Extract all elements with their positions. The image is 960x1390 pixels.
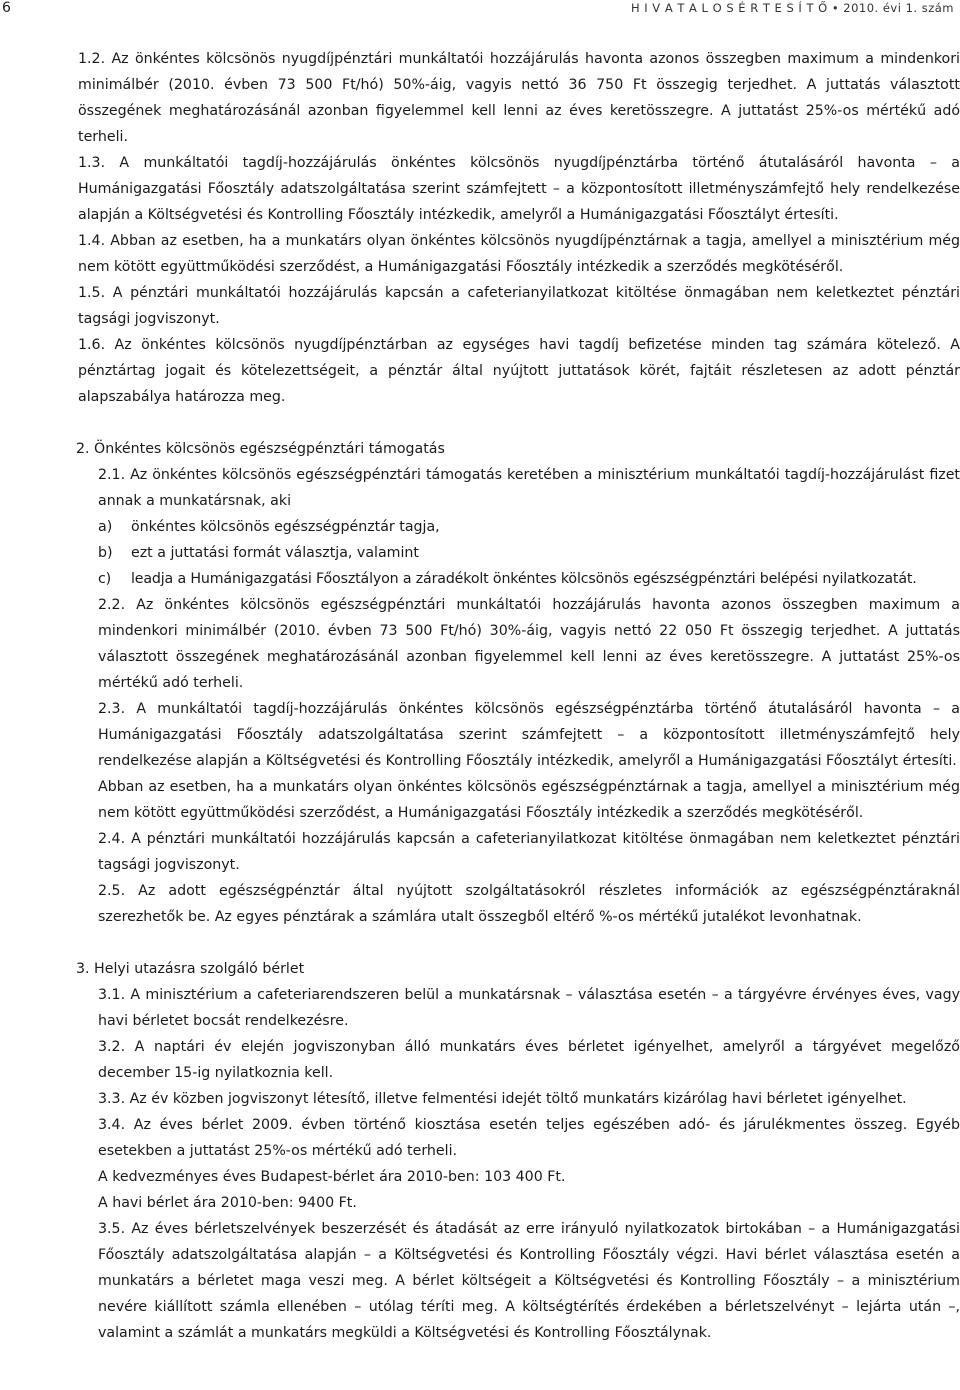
paragraph-3-1: 3.1. A minisztérium a cafeteriarendszeren belül a munkatársnak – választása esetén – a tárgyévre érvényes éves, vagy havi bérletet bocsát rendelkezésre. bbox=[98, 987, 960, 1029]
page-header bbox=[0, 0, 960, 24]
list-text: leadja a Humánigazgatási Főosztályon a záradékolt önkéntes kölcsönös egészségpénztári belépési nyilatkozatát. bbox=[131, 571, 917, 587]
list-text: ezt a juttatási formát választja, valamint bbox=[131, 545, 419, 561]
paragraph-2-3b: Abban az esetben, ha a munkatárs olyan önkéntes kölcsönös egészségpénztárnak a tagja, amellyel a minisztérium még nem kötött együttműködési szerződést, a Humánigazgatási Főosztály intézkedik a szerződés megkötéséről. bbox=[98, 779, 960, 821]
section-3-heading: 3. Helyi utazásra szolgáló bérlet bbox=[76, 961, 305, 977]
paragraph-1-3: 1.3. A munkáltatói tagdíj-hozzájárulás önkéntes kölcsönös nyugdíjpénztárba történő átutalásáról havonta – a Humánigazgatási Főosztály adatszolgáltatása szerint számfejtett – a központosított illetményszámfejtő hely rendelkezése alapján a Költségvetési és Kontrolling Főosztály intézkedik, amelyről a Humánigazgatási Főosztályt értesíti. bbox=[78, 155, 960, 223]
paragraph-2-1: 2.1. Az önkéntes kölcsönös egészségpénztári támogatás keretében a minisztérium munkáltatói tagdíj-hozzájárulást fizet annak a munkatársnak, aki bbox=[98, 467, 960, 509]
paragraph-3-5: 3.5. Az éves bérletszelvények beszerzését és átadását az erre irányuló nyilatkozatok birtokában – a Humánigazgatási Főosztály adatszolgáltatása alapján – a Költségvetési és Kontrolling Főosztály végzi. Havi bérlet választása esetén a munkatárs a bérletet maga veszi meg. A bérlet költségeit a Költségvetési és Kontrolling Főosztály – a minisztérium nevére kiállított számla ellenében – utólag téríti meg. A költségtérítés érdekében a bérletszelvényt – lejárta után –, valamint a számlát a munkatárs megküldi a Költségvetési és Kontrolling Főosztálynak. bbox=[98, 1221, 960, 1341]
list-item-a bbox=[98, 514, 960, 540]
paragraph-3-2: 3.2. A naptári év elején jogviszonyban álló munkatárs éves bérletet igényelhet, amelyről a tárgyévet megelőző december 15-ig nyilatkoznia kell. bbox=[98, 1039, 960, 1081]
paragraph-1-2: 1.2. Az önkéntes kölcsönös nyugdíjpénztári munkáltatói hozzájárulás havonta azonos összegben maximum a mindenkori minimálbér (2010. évben 73 500 Ft/hó) 50%-áig, vagyis nettó 36 750 Ft összegig terjedhet. A juttatás választott összegének meghatározásánál azonban figyelemmel kell lenni az éves keretösszegre. A juttatást 25%-os mértékű adó terheli. bbox=[78, 51, 960, 145]
paragraph-1-5: 1.5. A pénztári munkáltatói hozzájárulás kapcsán a cafeterianyilatkozat kitöltése önmagában nem keletkeztet pénztári tagsági jogviszonyt. bbox=[78, 285, 960, 327]
paragraph-1-6: 1.6. Az önkéntes kölcsönös nyugdíjpénztárban az egységes havi tagdíj befizetése minden tag számára kötelező. A pénztártag jogait és kötelezettségeit, a pénztár által nyújtott juttatások körét, fajtáit részletesen az adott pénztár alapszabálya határozza meg. bbox=[78, 337, 960, 405]
paragraph-2-2: 2.2. Az önkéntes kölcsönös egészségpénztári munkáltatói hozzájárulás havonta azonos összegben maximum a mindenkori minimálbér (2010. évben 73 500 Ft/hó) 30%-áig, vagyis nettó 22 050 Ft összegig terjedhet. A juttatás választott összegének meghatározásánál azonban figyelemmel kell lenni az éves keretösszegre. A juttatást 25%-os mértékű adó terheli. bbox=[98, 597, 960, 691]
running-header: H I V A T A L O S É R T E S Í T Ő • 2010. évi 1. szám bbox=[630, 1, 954, 15]
list-letter: b) bbox=[98, 545, 113, 561]
list-letter: c) bbox=[98, 571, 112, 587]
list-item-b bbox=[98, 540, 960, 566]
paragraph-2-4: 2.4. A pénztári munkáltatói hozzájárulás kapcsán a cafeterianyilatkozat kitöltése önmagában nem keletkeztet pénztári tagsági jogviszonyt. bbox=[98, 831, 960, 873]
paragraph-3-4b: A kedvezményes éves Budapest-bérlet ára 2010-ben: 103 400 Ft. bbox=[98, 1169, 566, 1185]
paragraph-3-4c: A havi bérlet ára 2010-ben: 9400 Ft. bbox=[98, 1195, 357, 1211]
list-letter: a) bbox=[98, 519, 113, 535]
paragraph-2-5: 2.5. Az adott egészségpénztár által nyújtott szolgáltatásokról részletes információk az egészségpénztáraknál szerezhetők be. Az egyes pénztárak a számlára utalt összegből eltérő %-os mértékű jutalékot levonhatnak. bbox=[98, 883, 960, 925]
paragraph-3-3: 3.3. Az év közben jogviszonyt létesítő, illetve felmentési idejét töltő munkatárs kizárólag havi bérletet igényelhet. bbox=[98, 1091, 907, 1107]
paragraph-3-4: 3.4. Az éves bérlet 2009. évben történő kiosztása esetén teljes egészében adó- és járulékmentes összeg. Egyéb esetekben a juttatást 25%-os mértékű adó terheli. bbox=[98, 1117, 960, 1159]
document-body bbox=[76, 46, 960, 1346]
list-item-c bbox=[98, 566, 960, 592]
paragraph-1-4: 1.4. Abban az esetben, ha a munkatárs olyan önkéntes kölcsönös nyugdíjpénztárnak a tagja, amellyel a minisztérium még nem kötött együttműködési szerződést, a Humánigazgatási Főosztály intézkedik a szerződés megkötéséről. bbox=[78, 233, 960, 275]
page-number: 6 bbox=[2, 0, 11, 16]
list-text: önkéntes kölcsönös egészségpénztár tagja, bbox=[131, 519, 440, 535]
section-2-heading: 2. Önkéntes kölcsönös egészségpénztári támogatás bbox=[76, 441, 445, 457]
paragraph-2-3: 2.3. A munkáltatói tagdíj-hozzájárulás önkéntes kölcsönös egészségpénztárba történő átutalásáról havonta – a Humánigazgatási Főosztály adatszolgáltatása szerint számfejtett – a központosított illetményszámfejtő hely rendelkezése alapján a Költségvetési és Kontrolling Főosztály intézkedik, amelyről a Humánigazgatási Főosztályt értesíti. bbox=[98, 701, 960, 769]
